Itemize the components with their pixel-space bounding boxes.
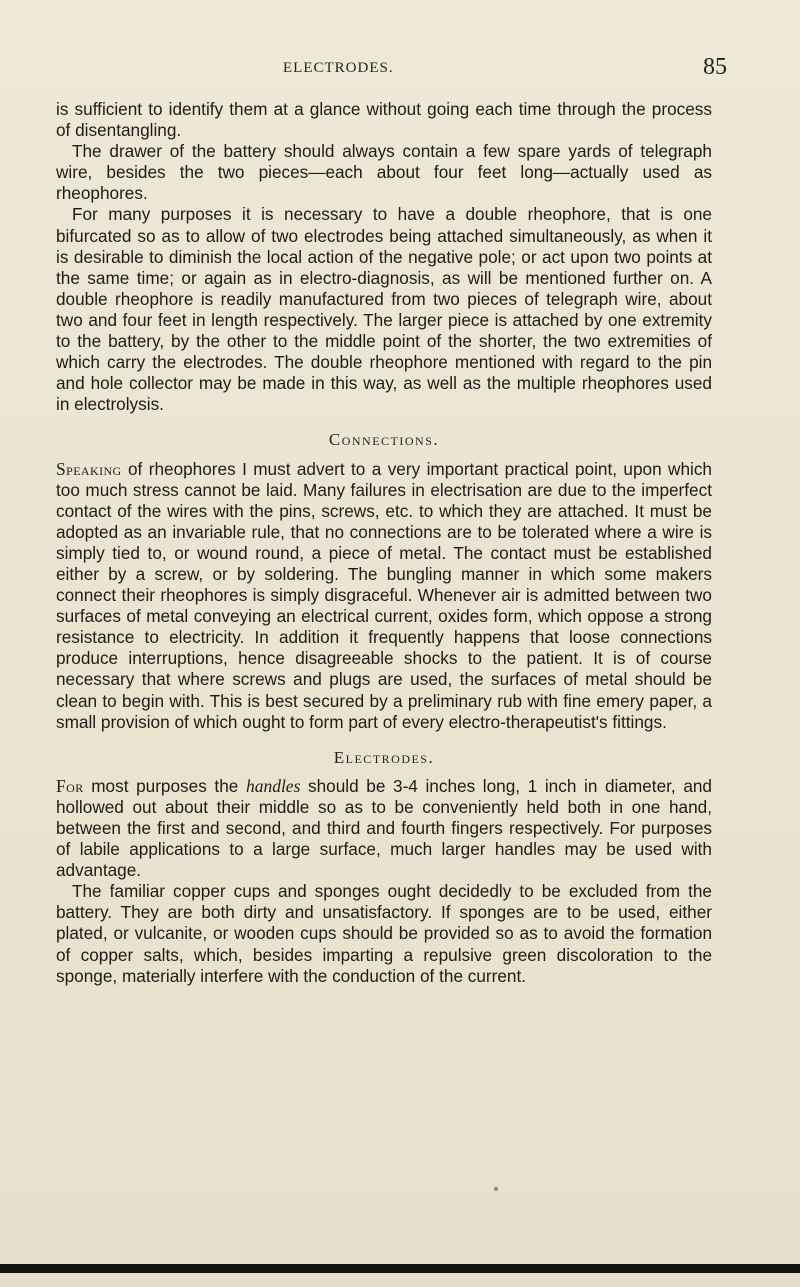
paragraph-sponges: The familiar copper cups and sponges ought decidedly to be excluded from the battery. They are both dirty and unsatisfactory. If sponges are to be used, either plated, or vulcanite, or wooden cups should be provided so as to avoid the formation of copper salts, which, besides imparting a repulsive green discoloration to the sponge, materially interfere with the conduction of the current. [56,881,712,986]
bottom-edge-rule [0,1264,800,1273]
paragraph-continuation: is sufficient to identify them at a glance without going each time through the process of disentangling. [56,99,712,141]
paragraph-drawer: The drawer of the battery should always contain a few spare yards of telegraph wire, besides the two pieces—each about four feet long—actually used as rheophores. [56,141,712,204]
paragraph-connections [56,459,712,733]
running-head [0,54,800,90]
body-text [56,99,712,987]
paragraph-connections-text: of rheophores I must advert to a very important practical point, upon which too much stress cannot be laid. Many failures in electrisation are due to the imperfect contact of the wires with the pins, screws, etc. to which they are attached. It must be adopted as an invariable rule, that no connections are to be tolerated where a wire is simply tied to, or wound round, a piece of metal. The contact must be established either by a screw, or by soldering. The bungling manner in which some makers connect their rheophores is simply disgraceful. Whenever air is admitted between two surfaces of metal conveying an electrical current, oxides form, which oppose a strong resistance to electricity. In addition it frequently happens that loose connections produce interruptions, hence disagreeable shocks to the patient. It is of course necessary that where screws and plugs are used, the surfaces of metal should be clean to begin with. This is best secured by a preliminary rub with fine emery paper, a small provision of which ought to form part of every electro-therapeutist's fittings. [56,458,712,732]
paragraph-handles-text-after: should be 3-4 inches long, 1 inch in diameter, and hollowed out about their middle so as to be conveniently held both in one hand, between the first and second, and third and fourth fingers respectively. For purposes of labile applications to a large surface, much larger handles may be used with advantage. [56,775,712,881]
section-heading-electrodes: Electrodes. [333,747,435,767]
running-title: ELECTRODES. [283,60,394,76]
paragraph-double-rheophore: For many purposes it is necessary to have a double rheophore, that is one bifurcated so as to allow of two electrodes being attached simultaneously, as when it is desirable to diminish the local action of the negative pole; or act upon two points at the same time; or again as in electro-diagnosis, as will be mentioned further on. A double rheophore is readily manufactured from two pieces of telegraph wire, about two and four feet in length respectively. The larger piece is attached by one extremity to the battery, by the other to the middle point of the shorter, the two extremities of which carry the electrodes. The double rheophore mentioned with regard to the pin and hole collector may be made in this way, as well as the multiple rheophores used in electrolysis. [56,204,712,415]
drop-lead-speaking: Speaking [56,458,122,479]
bottom-margin [0,1273,800,1287]
paper-speck [494,1187,498,1191]
italic-handles: handles [245,775,301,796]
page-number: 85 [703,54,727,80]
paragraph-handles [56,776,712,881]
paragraph-handles-text-before: most purposes the [83,775,246,796]
section-heading-connections: Connections. [328,430,440,450]
drop-lead-for: For [56,775,84,796]
